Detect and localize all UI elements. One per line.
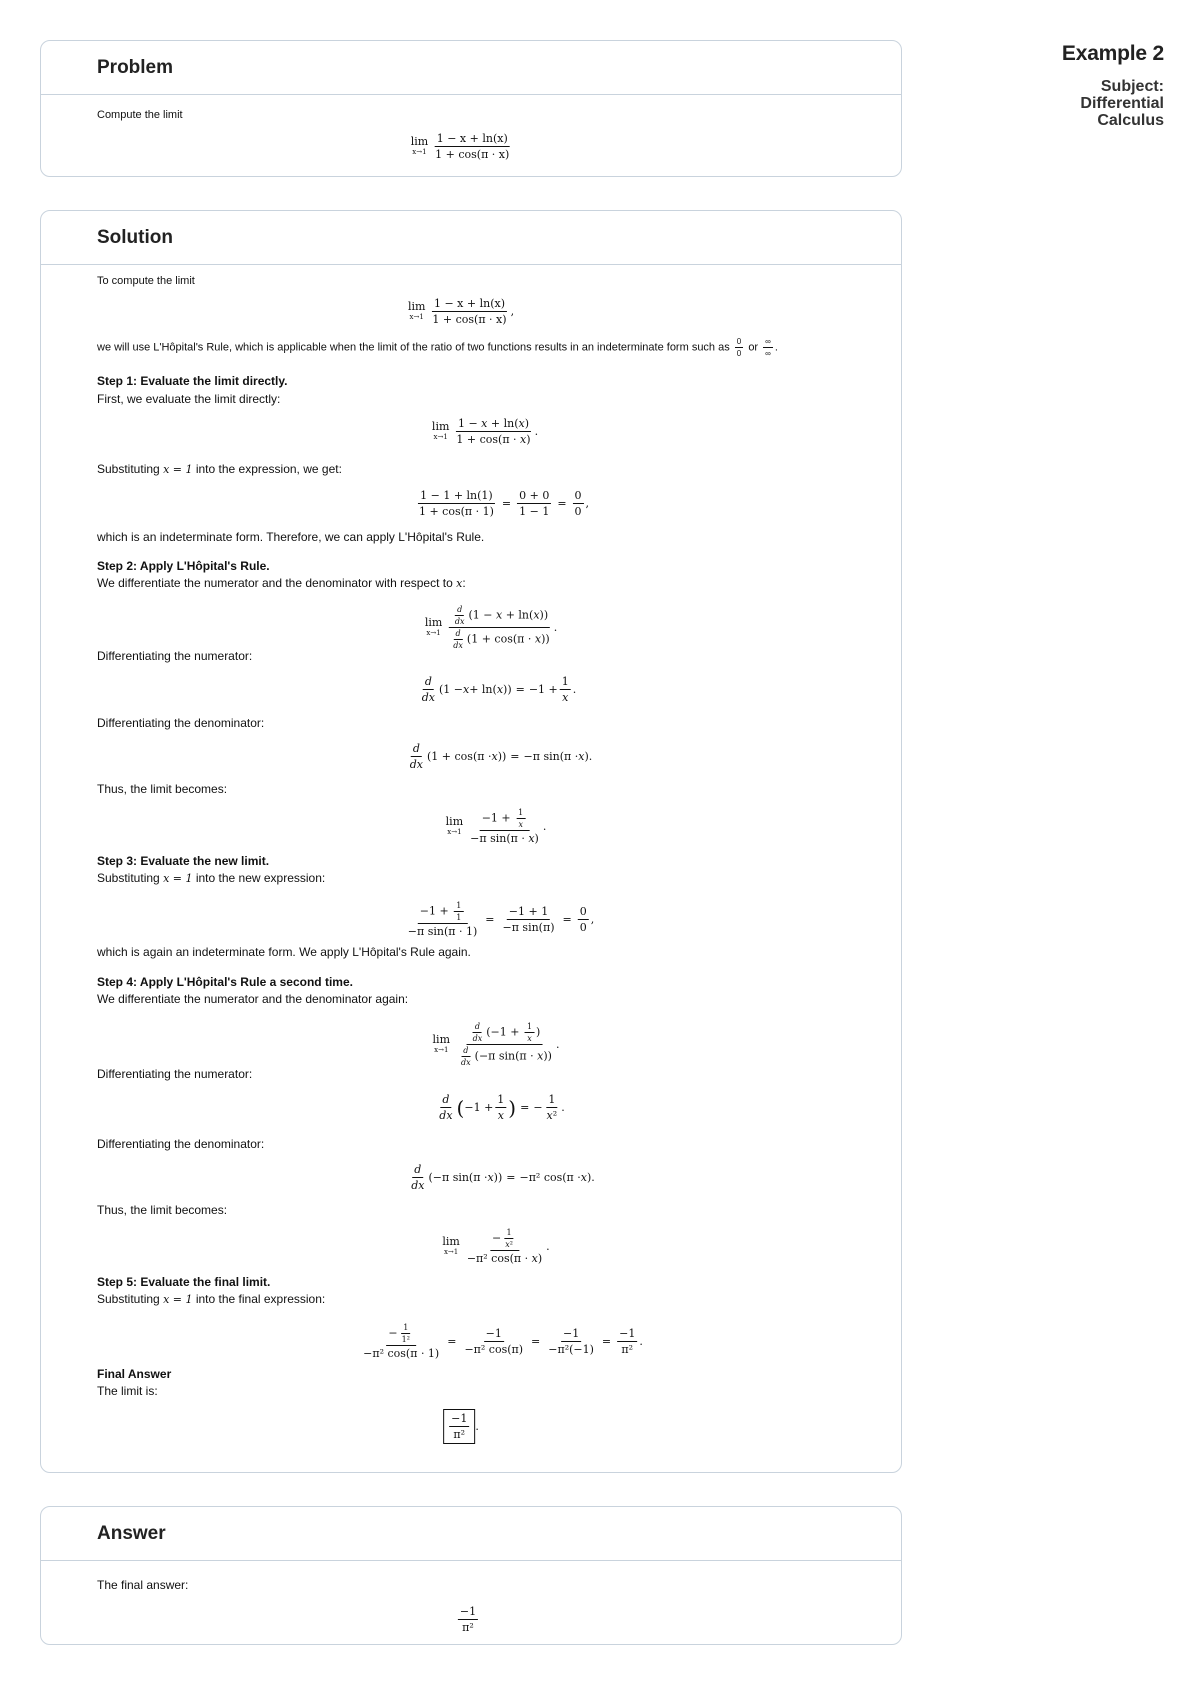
example-header bbox=[1054, 42, 1164, 129]
lhopital-rule-description: we will use L'Hôpital's Rule, which is applicable when the limit of the ratio of two functions results in an indeterminate form such as $\frac{0}{0}$ or $\frac{\infty}{\infty}$ . bbox=[97, 337, 778, 358]
step5-substitution-text: Substituting x = 1 into the final expression: bbox=[97, 1292, 326, 1306]
answer-text: The final answer: bbox=[97, 1578, 189, 1592]
final-answer-text: The limit is: bbox=[97, 1384, 158, 1398]
solution-card bbox=[40, 210, 902, 1473]
answer-header bbox=[41, 1507, 901, 1561]
problem-limit-expression: lim x→1 $\frac{1 - x + \ln(x)}{1 + \cos(\pi \cdot x)}$ bbox=[410, 132, 510, 161]
step2-text: We differentiate the numerator and the denominator with respect to x: bbox=[97, 576, 466, 590]
final-answer-heading: Final Answer bbox=[97, 1367, 172, 1381]
step2-denominator-label: Differentiating the denominator: bbox=[97, 716, 265, 730]
step1-substitution-result: $\frac{1 - 1 + \ln(1)}{1 + \cos(\pi \cdot 1)}$ = $\frac{0 + 0}{1 - 1}$ = $\frac{0}{0}$ , bbox=[418, 489, 590, 518]
step1-heading: Step 1: Evaluate the limit directly. bbox=[97, 374, 288, 388]
step4-derivative-limit: lim x→1 $\frac{d}{dx}$ (−1 + $\frac{1}{x}$ ) $\frac{d}{dx}$ (−π sin(π · x)) . bbox=[432, 1022, 560, 1067]
step2-derivative-limit: lim x→1 $\frac{d}{dx}$ (1 − x + ln(x)) $\frac{d}{dx}$ (1 + cos(π · x)) . bbox=[424, 605, 558, 650]
final-answer-boxed: $\frac{-1}{\text{π²}}$ . bbox=[443, 1409, 479, 1444]
step1-conclusion: which is an indeterminate form. Therefore, we can apply L'Hôpital's Rule. bbox=[97, 530, 485, 544]
step4-new-limit: lim x→1 − $\frac{1}{\text{x²}}$ −π² cos(π · x) . bbox=[442, 1228, 550, 1265]
problem-intro: Compute the limit bbox=[97, 109, 183, 121]
step3-substitution-result: −1 + $\frac{1}{1}$ −π sin(π · 1) = $\frac{-1 + 1}{\text{−π sin(π)}}$ = $\frac{0}{0}$ , bbox=[407, 901, 595, 938]
answer-title: Answer bbox=[97, 1522, 166, 1544]
step4-numerator-label: Differentiating the numerator: bbox=[97, 1067, 253, 1081]
answer-card bbox=[40, 1506, 902, 1645]
step3-conclusion: which is again an indeterminate form. We apply L'Hôpital's Rule again. bbox=[97, 945, 471, 959]
step4-text: We differentiate the numerator and the denominator again: bbox=[97, 992, 409, 1006]
step1-limit: lim x→1 $\frac{1 - x + \ln(x)}{1 + \cos(\pi \cdot x)}$ . bbox=[431, 417, 539, 446]
step3-heading: Step 3: Evaluate the new limit. bbox=[97, 854, 270, 868]
solution-intro: To compute the limit bbox=[97, 275, 195, 287]
step3-substitution-text: Substituting x = 1 into the new expression: bbox=[97, 871, 326, 885]
answer-value: $\frac{-1}{\text{π²}}$ bbox=[459, 1605, 477, 1634]
subject-label: Subject: Differential Calculus bbox=[1080, 78, 1164, 129]
problem-title: Problem bbox=[97, 56, 174, 78]
step5-final-evaluation: − $\frac{1}{\text{1²}}$ −π² cos(π · 1) = $\frac{-1}{\text{−π² cos(π)}}$ = $\frac{-1}{\text{−π²(−1)}}$ = $\frac{-1}{\text{π²}}$ . bbox=[363, 1323, 643, 1360]
step2-new-limit: lim x→1 −1 + $\frac{1}{x}$ −π sin(π · x) . bbox=[445, 808, 547, 845]
step2-heading: Step 2: Apply L'Hôpital's Rule. bbox=[97, 559, 270, 573]
solution-title: Solution bbox=[97, 226, 173, 248]
solution-limit-expression: lim x→1 $\frac{1 - x + \ln(x)}{1 + \cos(\pi \cdot x)}$ , bbox=[407, 297, 515, 326]
step1-text: First, we evaluate the limit directly: bbox=[97, 392, 281, 406]
example-label: Example 2 bbox=[1061, 42, 1164, 65]
step2-numerator-label: Differentiating the numerator: bbox=[97, 649, 253, 663]
step2-becomes: Thus, the limit becomes: bbox=[97, 782, 228, 796]
problem-card bbox=[40, 40, 902, 177]
step5-heading: Step 5: Evaluate the final limit. bbox=[97, 1275, 271, 1289]
step2-numerator-derivative: $\frac{d}{dx}$ (1 − x + ln( x )) = −1 + $\frac{1}{x}$ . bbox=[421, 675, 577, 704]
step1-substitution-text: Substituting x = 1 into the expression, we get: bbox=[97, 462, 342, 476]
step4-becomes: Thus, the limit becomes: bbox=[97, 1203, 228, 1217]
solution-header bbox=[41, 211, 901, 265]
step4-heading: Step 4: Apply L'Hôpital's Rule a second time. bbox=[97, 975, 353, 989]
step4-denominator-label: Differentiating the denominator: bbox=[97, 1137, 265, 1151]
step2-denominator-derivative: $\frac{d}{dx}$ (1 + cos(π · x )) = −π sin(π · x ). bbox=[409, 742, 593, 771]
step4-denominator-derivative: $\frac{d}{dx}$ (−π sin(π · x )) = −π² cos(π · x ). bbox=[411, 1163, 595, 1192]
problem-header bbox=[41, 41, 901, 95]
step4-numerator-derivative: $\frac{d}{dx}$ ( −1 + $\frac{1}{x}$ ) = − $\frac{1}{\text{x²}}$ . bbox=[439, 1093, 565, 1122]
